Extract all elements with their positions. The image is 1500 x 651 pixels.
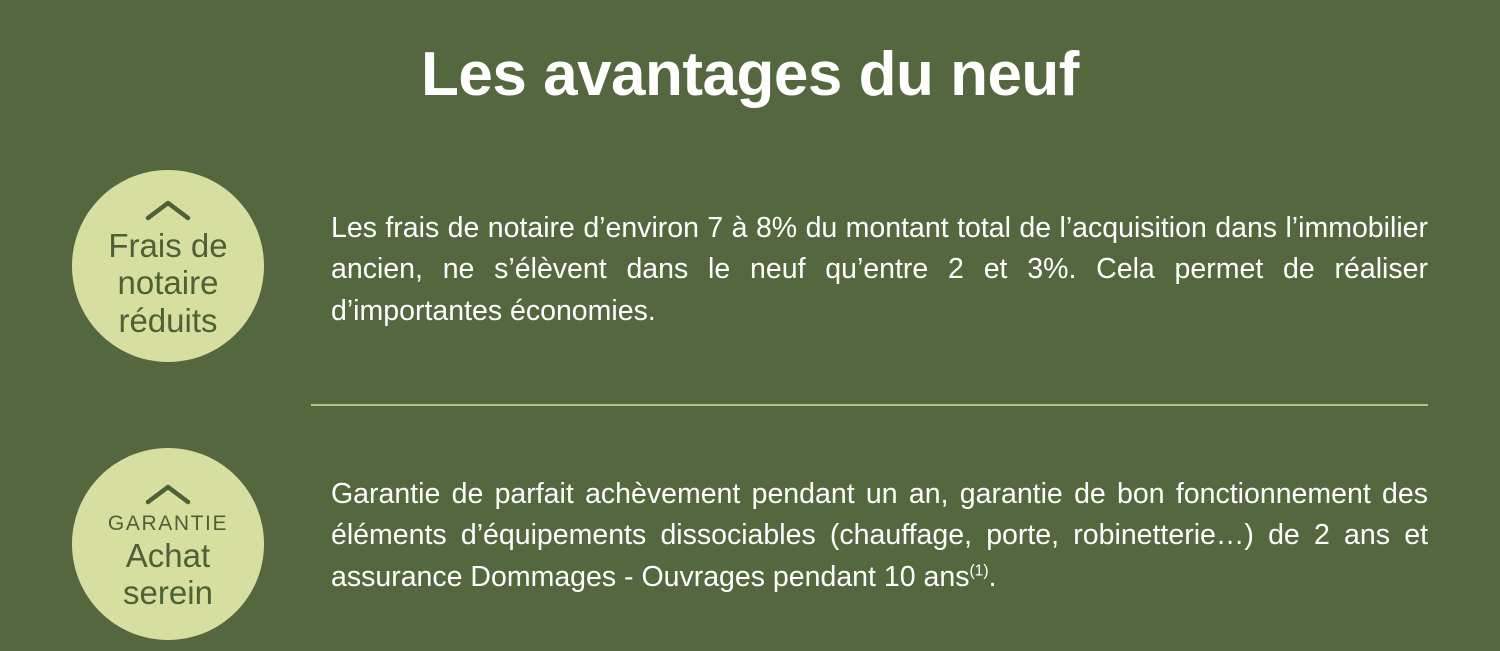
divider <box>311 404 1428 406</box>
house-roof-icon <box>145 483 191 505</box>
badge-line-3: serein <box>123 574 213 612</box>
badge-line-1: Frais de <box>108 227 228 265</box>
divider-wrap <box>0 362 1500 448</box>
badge-garantie-achat-serein <box>72 448 264 640</box>
badge-line-3: réduits <box>118 301 218 339</box>
advantage-description: Les frais de notaire d’environ 7 à 8% du montant total de l’acquisition dans l’immobilier ancien, ne s’élèvent dans le neuf qu’entre 2 et 3%. Cela permet de réaliser d’importantes économies. <box>331 212 1428 327</box>
advantage-description <box>264 448 1500 598</box>
list-item <box>0 170 1500 362</box>
badge-line-2: Achat <box>125 536 211 574</box>
badge-line-1: GARANTIE <box>107 511 229 535</box>
footnote-marker: (1) <box>969 562 989 580</box>
advantage-description-text: Garantie de parfait achèvement pendant un an, garantie de bon fonctionnement des éléments d’équipements dissociables (chauffage, porte, robinetterie…) de 2 ans et assurance Dommages - Ouvrages pendant 10 ans <box>331 478 1428 593</box>
badge-line-2: notaire <box>117 264 219 302</box>
list-item <box>0 448 1500 640</box>
badge-frais-de-notaire-reduits <box>72 170 264 362</box>
advantage-description-end: . <box>988 560 997 593</box>
advantages-list <box>0 170 1500 640</box>
page-title: Les avantages du neuf <box>421 40 1079 109</box>
house-roof-icon <box>145 199 191 221</box>
